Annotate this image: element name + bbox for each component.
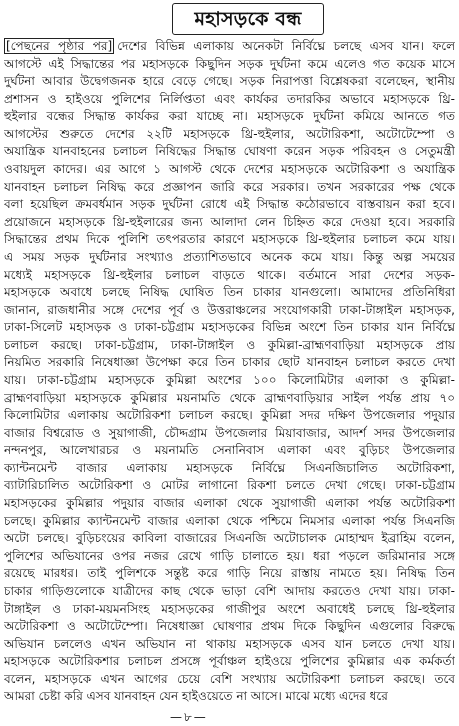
headline-box	[172, 3, 324, 35]
first-line-text: দেশের বিভিন্ন এলাকায় অনেকটা নির্বিঘ্নে চলছে এসব যান। ফলে	[117, 39, 455, 53]
article-line: প্রয়োজনে মহাসড়কে থ্রি-হুইলারের জন্য আলাদা লেন চিহ্নিত করে দেওয়া হবে। সরকারি	[4, 214, 455, 229]
article-line: ব্যাটারিচালিত অটোরিকশা ও মোটর লাগানো রিকশা চলতে দেখা গেছে। ঢাকা-চট্টগ্রাম	[4, 478, 455, 493]
article-line: চলছে। কুমিল্লার ক্যান্টনমেন্ট বাজার এলাকা থেকে পশ্চিমে নিমসার এলাকা পর্যন্ত সিএনজি	[4, 513, 455, 528]
article-line: ওবায়দুল কাদের। এর আগে ১ আগস্ট থেকে দেশের মহাসড়কে অটোরিকশা ও অযান্ত্রিক	[4, 162, 455, 177]
article-line: কিলোমিটার এলাকায় অটোরিকশা চলাচল করছে। কুমিল্লা সদর দক্ষিণ উপজেলার পদুয়ার	[4, 408, 455, 423]
article-line: অটো চলছে। বুড়িচংয়ের কাবিলা বাজারের সিএনজি অটোচালক মোহাম্মদ ইব্রাহিম বলেন,	[4, 531, 455, 546]
continuation-tag: [পেছনের পৃষ্ঠার পর]	[6, 39, 113, 53]
article-line: জানান, রাজধানীর সঙ্গে দেশের পূর্ব ও উত্তরাঞ্চলের সংযোগকারী ঢাকা-টাঙ্গাইল মহাসড়ক,	[4, 302, 455, 317]
article-line: আমরা চেষ্টা করি এসব যানবাহন যেন হাইওয়েতে না আসে। মাঝে মধ্যে এদের ধরে	[4, 689, 388, 704]
article-line: রয়েছে মারধর। তাই পুলিশকে সন্তুষ্ট করে গাড়ি নিয়ে রাস্তায় নামতে হয়। নিষিদ্ধ তিন	[4, 566, 455, 581]
article-line: ঢাকা-সিলেট মহাসড়ক ও ঢাকা-চট্টগ্রাম মহাসড়কের বিভিন্ন অংশে তিন চাকার যান নির্বিঘ্নে	[4, 320, 455, 335]
article-line: এ সময় সড়ক দুর্ঘটনার সংখ্যাও প্রত্যাশিতভাবে অনেক কমে যায়। কিন্তু অল্প সময়ের	[4, 249, 455, 264]
article-line: যানবাহন চলাচল নিষিদ্ধ করে প্রজ্ঞাপন জারি করে সরকার। তখন সরকারের পক্ষ থেকে	[4, 179, 455, 194]
article-line: বলা হয়েছিল ক্রমবর্ধমান সড়ক দুর্ঘটনা রোধে এই সিদ্ধান্ত কঠোরভাবে বাস্তবায়ন করা হবে।	[4, 197, 455, 212]
article-line: মধ্যেই মহাসড়কে থ্রি-হুইলার চলাচল বাড়তে থাকে। বর্তমানে সারা দেশের সড়ক-	[4, 267, 455, 282]
article-line: ব্রাহ্মণবাড়িয়া মহাসড়কে কুমিল্লার ময়নামতি থেকে ব্রাহ্মণবাড়িয়ার সাইল পর্যন্ত প্রায় ৭০	[4, 390, 455, 405]
article-line: আগস্টের শুরুতে দেশের ২২টি মহাসড়কে থ্রি-হুইলার, অটোরিকশা, অটোটেম্পো ও	[4, 126, 455, 141]
article-line: বলেন, মহাসড়কে এখন আগের চেয়ে বেশি সংখ্যায় অটোরিকশা চলাচল করছে। তবে	[4, 671, 455, 686]
article-body	[4, 38, 455, 706]
article-line: টাঙ্গাইল ও ঢাকা-ময়মনসিংহ মহাসড়কের গাজীপুর অংশে অবাধেই চলছে থ্রি-হুইলার	[4, 601, 455, 616]
article-line: চাকার গাড়িগুলোকে যাত্রীদের কাছ থেকে ভাড়া বেশি আদায় করতেও দেখা যায়। ঢাকা-	[4, 583, 455, 598]
article-line: সিদ্ধান্তের প্রথম দিকে পুলিশি তৎপরতার কারণে মহাসড়কে থ্রি-হুইলার চলাচল কমে যায়।	[4, 232, 455, 247]
article-line	[4, 38, 455, 56]
page-footer-mark: —৮—	[170, 710, 208, 724]
article-line: প্রশাসন ও হাইওয়ে পুলিশের নির্লিপ্ততা এবং কার্যকর তদারকির অভাবে মহাসড়কে থ্রি-	[4, 91, 455, 106]
article-line: দুর্ঘটনা আবার উদ্বেগজনক হারে বেড়ে গেছে। সড়ক নিরাপত্তা বিশ্লেষকরা বলেছেন, স্থানীয়	[4, 74, 455, 89]
article-line: যায়। ঢাকা-চট্টগ্রাম মহাসড়কে কুমিল্লা অংশের ১০০ কিলোমিটার এলাকা ও কুমিল্লা-	[4, 372, 455, 387]
article-line: অভিযান চললেও এখন অভিযান না থাকায় মহাসড়কে এসব যান চলতে দেখা যায়।	[4, 636, 455, 651]
article-line: অটোরিকশা ও অটোটেম্পো। নিষেধাজ্ঞা ঘোষণার প্রথম দিকে কিছুদিন এগুলোর বিরুদ্ধে	[4, 619, 455, 634]
article-line: মহাসড়কে অটোরিকশার চলাচল প্রসঙ্গে পূর্বাঞ্চল হাইওয়ে পুলিশের কুমিল্লার এক কর্মকর্তা	[4, 654, 455, 669]
article-line: নন্দনপুর, আলেখারচর ও ময়নামতি সেনানিবাস এলাকা এবং বুড়িচং উপজেলার	[4, 443, 455, 458]
article-line: ক্যান্টনমেন্ট বাজার এলাকায় মহাসড়কে নির্বিঘ্নে সিএনজিচালিত অটোরিকশা,	[4, 460, 455, 475]
headline: মহাসড়কে বন্ধ	[194, 8, 302, 30]
article-line: হুইলার বন্ধের সিদ্ধান্ত কার্যকর করা যাচ্ছে না। মহাসড়কে দুর্ঘটনা কমিয়ে আনতে গত	[4, 109, 455, 124]
article-line: বাজার বিশ্বরোড ও সুয়াগাজী, চৌদ্দগ্রাম উপজেলার মিয়াবাজার, আদর্শ সদর উপজেলার	[4, 425, 455, 440]
article-line: আগস্টে এই সিদ্ধান্তের পর মহাসড়কে কিছুদিন সড়ক দুর্ঘটনা কমে এলেও গত কয়েক মাসে	[4, 56, 455, 71]
article-line: চলাচল করছে। ঢাকা-চট্টগ্রাম, ঢাকা-টাঙ্গাইল ও কুমিল্লা-ব্রাহ্মণবাড়িয়া মহাসড়কে প্রায়	[4, 337, 455, 352]
article-line: নিয়মিত সরকারি নিষেধাজ্ঞা উপেক্ষা করে তিন চাকার ছোট যানবাহন চলাচল করতে দেখা	[4, 355, 455, 370]
article-line: মহাসড়কে অবাধে চলছে নিষিদ্ধ ঘোষিত তিন চাকার যানগুলো। আমাদের প্রতিনিধিরা	[4, 285, 455, 300]
article-line: অযান্ত্রিক যানবাহনের চলাচল নিষিদ্ধের সিদ্ধান্ত ঘোষণা করেন সড়ক পরিবহন ও সেতুমন্ত্রী	[4, 144, 455, 159]
article-line: পুলিশের অভিযানের ওপর নজর রেখে গাড়ি চালাতে হয়। ধরা পড়লে জরিমানার সঙ্গে	[4, 548, 455, 563]
article-line: মহাসড়কের কুমিল্লার পদুয়ার বাজার এলাকা থেকে সুয়াগাজী এলাকা পর্যন্ত অটোরিকশা	[4, 496, 455, 511]
